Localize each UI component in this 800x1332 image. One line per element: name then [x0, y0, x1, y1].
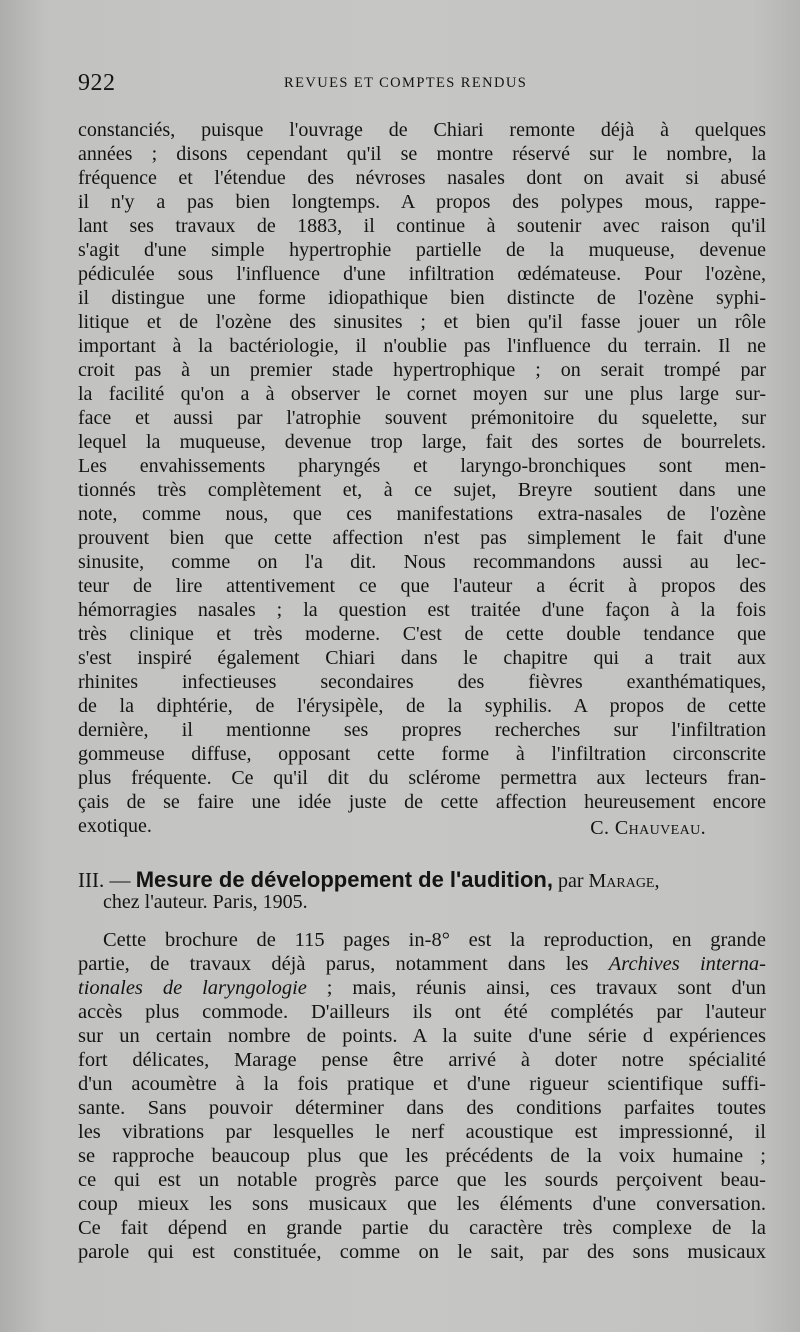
text-line: gommeuse diffuse, opposant cette forme à l'infiltration circonscrite [78, 743, 766, 765]
text-line: teur de lire attentivement ce que l'auteur a écrit à propos des [78, 575, 766, 597]
text-line: dernière, il mentionne ses propres recherches sur l'infiltration [78, 719, 766, 741]
text-line: face et aussi par l'atrophie souvent prémonitoire du squelette, sur [78, 407, 766, 429]
text-line: lequel la muqueuse, devenue trop large, fait des sortes de bourrelets. [78, 431, 766, 453]
text-line: sinusite, comme on l'a dit. Nous recommandons aussi au lec- [78, 551, 766, 573]
text-line: rhinites infectieuses secondaires des fièvres exanthématiques, [78, 671, 766, 693]
page-number: 922 [78, 70, 116, 96]
text-line: tionnés très complètement et, à ce sujet, Breyre soutient dans une [78, 479, 766, 501]
text-segment: ; mais, réunis ainsi, ces travaux sont d'un [306, 977, 766, 999]
section-publication: chez l'auteur. Paris, 1905. [103, 891, 308, 913]
text-line: exotique. [78, 815, 152, 837]
text-line: il n'y a pas bien longtemps. A propos des polypes mous, rappe- [78, 191, 766, 213]
reviewer-signature [590, 816, 706, 840]
section-author-comma: , [654, 870, 660, 892]
text-line: très clinique et très moderne. C'est de cette double tendance que [78, 623, 766, 645]
text-line: prouvent bien que cette affection n'est pas simplement le fait d'une [78, 527, 766, 549]
journal-title: tionales de laryngologie [78, 977, 307, 999]
text-line: important à la bactériologie, il n'oublie pas l'influence du terrain. Il ne [78, 335, 766, 357]
text-line: les vibrations par lesquelles le nerf acoustique est impressionné, il [78, 1121, 766, 1143]
text-line: de la diphtérie, de l'érysipèle, de la syphilis. A propos de cette [78, 695, 766, 717]
signature-initial: C. [590, 817, 615, 839]
text-line: s'est inspiré également Chiari dans le chapitre qui a trait aux [78, 647, 766, 669]
text-line: s'agit d'une simple hypertrophie partielle de la muqueuse, devenue [78, 239, 766, 261]
text-line: çais de se faire une idée juste de cette affection heureusement encore [78, 791, 766, 813]
text-line: Les envahissements pharyngés et laryngo-bronchiques sont men- [78, 455, 766, 477]
signature-name: Chauveau. [614, 817, 706, 839]
text-line: se rapproche beaucoup plus que les précédents de la voix humaine ; [78, 1145, 766, 1167]
text-line: fréquence et l'étendue des névroses nasales dont on avait si abusé [78, 167, 766, 189]
text-line: fort délicates, Marage pense être arrivé à doter notre spécialité [78, 1049, 766, 1071]
text-line [78, 976, 766, 1000]
text-line: plus fréquente. Ce qu'il dit du sclérome permettra aux lecteurs fran- [78, 767, 766, 789]
text-line: coup mieux les sons musicaux que les éléments d'une conversation. [78, 1193, 766, 1215]
text-line: constanciés, puisque l'ouvrage de Chiari remonte déjà à quelques [78, 119, 766, 141]
text-line: Ce fait dépend en grande partie du caractère très complexe de la [78, 1217, 766, 1239]
journal-title: Archives interna- [608, 953, 766, 975]
text-line: il distingue une forme idiopathique bien distincte de l'ozène syphi- [78, 287, 766, 309]
text-line: note, comme nous, que ces manifestations extra-nasales de l'ozène [78, 503, 766, 525]
text-line: la facilité qu'on a à observer le cornet moyen sur une plus large sur- [78, 383, 766, 405]
text-line: croit pas à un premier stade hypertrophique ; on serait trompé par [78, 359, 766, 381]
text-line [78, 952, 766, 976]
section-author: Marage [588, 870, 655, 892]
text-line: hémorragies nasales ; la question est traitée d'une façon à la fois [78, 599, 766, 621]
text-line: d'un acoumètre à la fois pratique et d'une rigueur scientifique suffi- [78, 1073, 766, 1095]
text-line: années ; disons cependant qu'il se montre réservé sur le nombre, la [78, 143, 766, 165]
text-line: litique et de l'ozène des sinusites ; et bien qu'il fasse jouer un rôle [78, 311, 766, 333]
text-line: sante. Sans pouvoir déterminer dans des conditions parfaites toutes [78, 1097, 766, 1119]
text-line: accès plus commode. D'ailleurs ils ont été complétés par l'auteur [78, 1001, 766, 1023]
text-line: parole qui est constituée, comme on le sait, par des sons musicaux [78, 1241, 766, 1263]
page-header [78, 70, 768, 100]
text-line: ce qui est un notable progrès parce que les sourds perçoivent beau- [78, 1169, 766, 1191]
running-head: REVUES ET COMPTES RENDUS [284, 75, 528, 91]
section-par: par [552, 870, 589, 892]
text-line: sur un certain nombre de points. A la suite d'une série d expériences [78, 1025, 766, 1047]
text-line: Cette brochure de 115 pages in-8° est la reproduction, en grande [103, 929, 766, 951]
text-line: pédiculée sous l'influence d'une infiltration œdémateuse. Pour l'ozène, [78, 263, 766, 285]
section-number: III. — [78, 868, 136, 892]
text-segment: partie, de travaux déjà parus, notamment dans les [78, 953, 609, 975]
section-title: Mesure de développement de l'audition, [135, 867, 553, 892]
text-line: lant ses travaux de 1883, il continue à soutenir avec raison qu'il [78, 215, 766, 237]
